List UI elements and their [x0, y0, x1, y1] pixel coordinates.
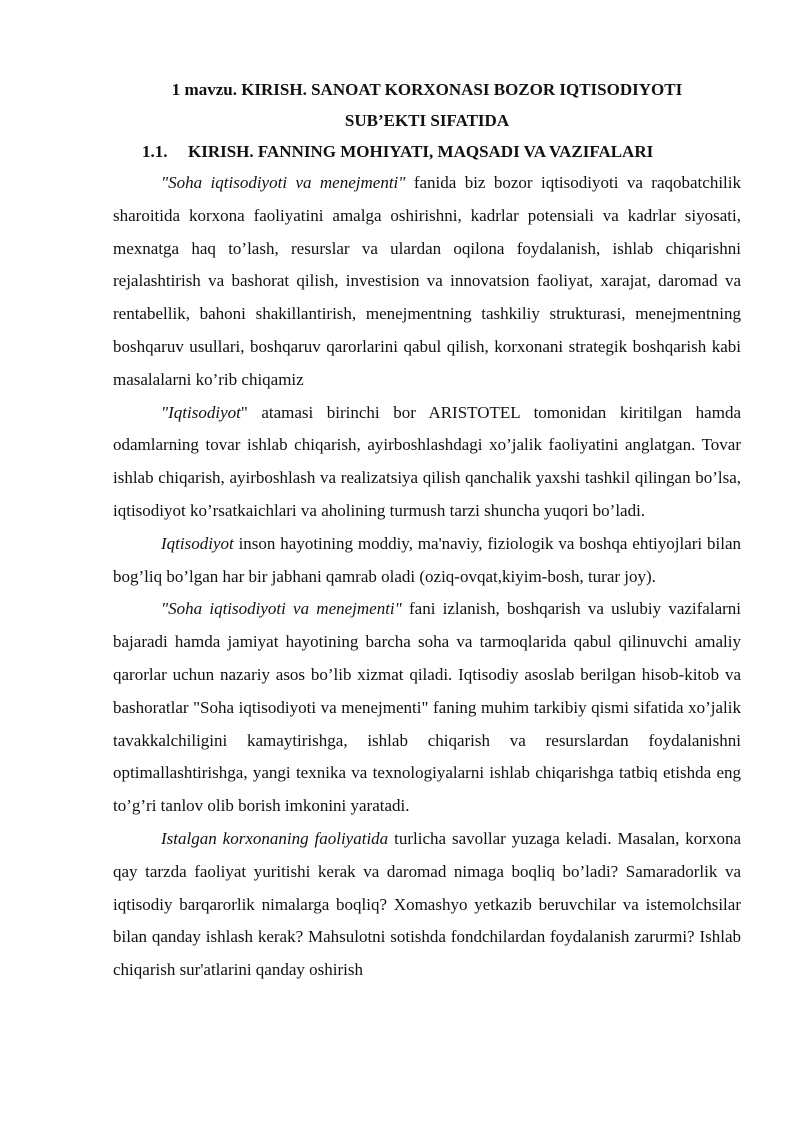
paragraph-3-text: inson hayotining moddiy, ma'naviy, fiziologik va boshqa ehtiyojlari bilan bog’liq bo’lgan har bir jabhani qamrab oladi (oziq-ovqat,kiyim-bosh, turar joy). [113, 533, 741, 586]
paragraph-1-text: fanida biz bozor iqtisodiyoti va raqobatchilik sharoitida korxona faoliyatini amalga oshirishni, kadrlar potensiali va kadrlar siyosati, mexnatga haq to’lash, resurslar va ulardan oqilona foydalanish, ishlab chiqarishni rejalashtirish va bashorat qilish, investision va innovatsion faoliyat, xarajat, daromad va rentabellik, bahoni shakillantirish, menejmentning tashkiliy strukturasi, menejmentning boshqaruv usullari, boshqaruv qarorlarini qabul qilish, korxonani strategik boshqarish kabi masalalarni ko’rib chiqamiz [113, 173, 741, 389]
section-number: 1.1. [142, 142, 168, 161]
section-title: KIRISH. FANNING MOHIYATI, MAQSADI VA VAZIFALARI [188, 142, 654, 161]
paragraph-2 [113, 397, 741, 528]
paragraph-3 [113, 528, 741, 594]
paragraph-5-text: turlicha savollar yuzaga keladi. Masalan, korxona qay tarzda faoliyat yuritishi kerak va daromad nimaga boqliq bo’ladi? Samaradorlik va iqtisodiy barqarorlik nimalarga boqliq? Xomashyo yetkazib beruvchilar va istemolchsilar bilan qanday ishlash kerak? Mahsulotni sotishda fondchilardan foydalanish zarurmi? Ishlab chiqarish sur'atlarini qanday oshirish [113, 828, 741, 980]
paragraph-1 [113, 167, 741, 397]
paragraph-4-text: fani izlanish, boshqarish va uslubiy vazifalarni bajaradi hamda jamiyat hayotining barcha soha va tarmoqlarida qabul qilinuvchi amaliy qarorlar uchun nazariy asos bo’lib xizmat qiladi. Iqtisodiy asoslab berilgan hisob-kitob va bashoratlar "Soha iqtisodiyoti va menejmenti" faning muhim tarkibiy qismi sifatida xo’jalik tavakkalchiligini kamaytirishga, ishlab chiqarish va resurslardan foydalanishni optimallashtirishga, yangi texnika va texnologiyalarni ishlab chiqarishga tatbiq etishda eng to’g’ri tanlov olib borish imkonini yaratadi. [113, 599, 742, 816]
paragraph-1-lead: "Soha iqtisodiyoti va menejmenti" [161, 173, 406, 192]
paragraph-4 [113, 593, 741, 823]
paragraph-4-lead: "Soha iqtisodiyoti va menejmenti" [161, 599, 402, 619]
document-page [113, 74, 741, 987]
paragraph-3-lead: Iqtisodiyot [161, 533, 234, 553]
paragraph-5-lead: Istalgan korxonaning faoliyatida [161, 828, 389, 848]
chapter-title-line-2: SUB’EKTI SIFATIDA [344, 111, 510, 130]
paragraph-2-text: " atamasi birinchi bor ARISTOTEL tomonidan kiritilgan hamda odamlarning tovar ishlab chiqarish, ayirboshlashdagi xo’jalik faoliyatini anglatgan. Tovar ishlab chiqarish, ayirboshlash va realizatsiya qilish qanchalik yaxshi tashkil qilingan bo’lsa, iqtisodiyot ko’rsatkaichlari va aholining turmush tarzi shuncha yuqori bo’ladi. [113, 402, 741, 520]
paragraph-2-lead: "Iqtisodiyot [161, 402, 241, 422]
chapter-title-line-1: 1 mavzu. KIRISH. SANOAT KORXONASI BOZOR IQTISODIYOTI [171, 80, 683, 99]
paragraph-5 [113, 823, 741, 987]
section-heading [113, 136, 741, 167]
